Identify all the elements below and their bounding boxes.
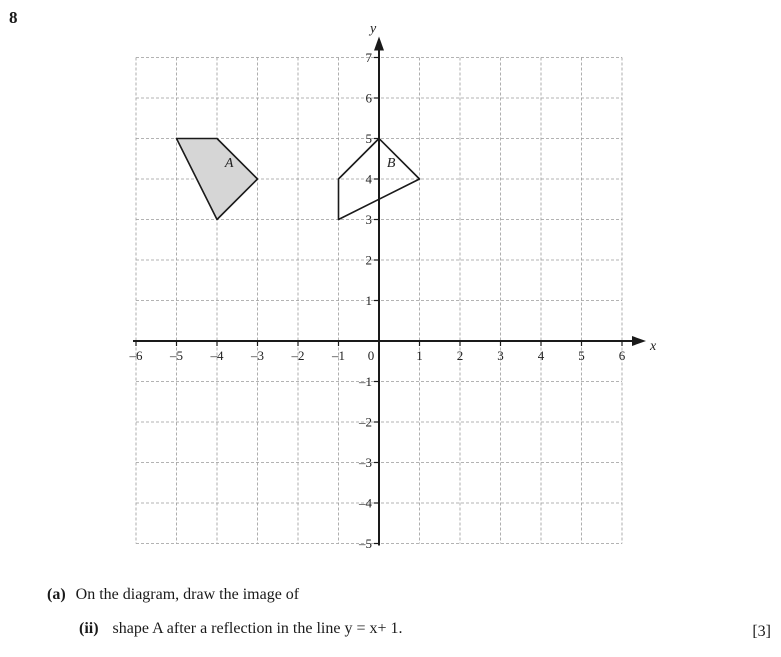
- y-tick-label: –3: [359, 455, 372, 470]
- x-axis-arrow-icon: [632, 336, 646, 346]
- marks-total: [3]: [752, 623, 771, 640]
- y-tick-label: 3: [365, 212, 372, 227]
- x-tick-label: –5: [170, 348, 183, 363]
- y-tick-label: –4: [359, 495, 372, 511]
- part-a: [47, 586, 299, 604]
- y-tick-label: 2: [365, 252, 372, 268]
- x-tick-label: 5: [578, 348, 585, 363]
- x-tick-label: 0: [367, 348, 375, 363]
- x-tick-label: 3: [497, 348, 504, 363]
- x-tick-label: 2: [456, 348, 464, 363]
- shape-label-b: B: [386, 155, 396, 171]
- y-tick-label: –1: [359, 374, 372, 389]
- y-tick-label: –5: [359, 536, 372, 551]
- y-tick-label: 1: [365, 293, 372, 308]
- x-tick-label: –6: [129, 348, 143, 363]
- shape-label-a: A: [224, 155, 234, 171]
- y-tick-label: 7: [365, 50, 372, 65]
- part-ii-text: shape A after a reflection in the line y = x+ 1.: [112, 620, 403, 637]
- part-a-label: (a): [47, 586, 66, 603]
- y-tick-label: 4: [365, 171, 372, 187]
- x-tick-label: –3: [251, 348, 264, 363]
- x-tick-label: –4: [210, 348, 224, 363]
- part-a-text: On the diagram, draw the image of: [75, 586, 300, 603]
- x-axis-label: x: [650, 339, 657, 354]
- y-axis-arrow-icon: [374, 37, 384, 51]
- y-axis-label: y: [370, 21, 377, 37]
- question-number: 8: [9, 8, 18, 27]
- y-tick-label: 6: [365, 90, 372, 106]
- x-tick-label: –1: [332, 348, 345, 363]
- x-tick-label: 1: [416, 348, 423, 363]
- x-tick-label: 4: [537, 348, 545, 363]
- x-tick-label: –2: [291, 348, 305, 363]
- y-tick-label: 5: [365, 131, 372, 146]
- x-tick-label: 6: [618, 348, 626, 363]
- y-tick-label: –2: [359, 414, 372, 430]
- part-ii: [79, 620, 403, 638]
- part-ii-label: (ii): [79, 620, 99, 637]
